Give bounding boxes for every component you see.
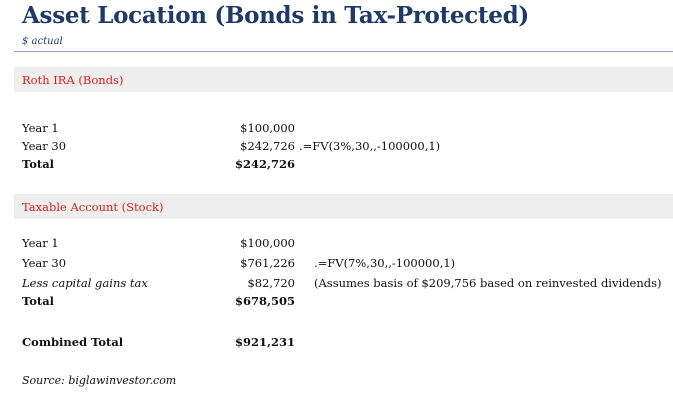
roth-row-year30 [0, 139, 673, 155]
formula-note: .=FV(7%,30,,-100000,1) [314, 256, 456, 270]
combined-total-row [0, 335, 673, 351]
row-value: $242,726 [234, 157, 295, 171]
assumption-note: (Assumes basis of $209,756 based on reinvested dividends) [314, 276, 662, 290]
combined-total-value: $921,231 [234, 335, 295, 349]
units-subtitle: $ actual [22, 36, 63, 47]
taxable-row-year1 [0, 236, 673, 252]
taxable-section-header [14, 194, 673, 219]
roth-row-total [0, 157, 673, 173]
row-value: $242,726 [240, 139, 295, 153]
row-value: $761,226 [240, 256, 295, 270]
row-label: Year 1 [22, 121, 59, 135]
row-value: $100,000 [240, 121, 295, 135]
row-label: Year 1 [22, 236, 59, 250]
row-label: Total [22, 294, 55, 308]
source-note: Source: biglawinvestor.com [22, 374, 177, 387]
roth-section-header [14, 67, 673, 92]
taxable-row-cap-gains [0, 276, 673, 292]
row-label: Less capital gains tax [22, 276, 148, 290]
taxable-row-total [0, 294, 673, 310]
combined-total-label: Combined Total [22, 335, 124, 349]
title-divider [14, 51, 673, 52]
formula-note: .=FV(3%,30,,-100000,1) [299, 139, 441, 153]
row-label: Year 30 [22, 139, 67, 153]
row-label: Year 30 [22, 256, 67, 270]
row-value: $678,505 [234, 294, 295, 308]
page-title: Asset Location (Bonds in Tax-Protected) [22, 2, 529, 29]
taxable-row-year30 [0, 256, 673, 272]
taxable-section-title: Taxable Account (Stock) [22, 200, 164, 214]
row-value: $100,000 [240, 236, 295, 250]
row-value: $82,720 [247, 276, 295, 290]
roth-section-title: Roth IRA (Bonds) [22, 73, 124, 87]
row-label: Total [22, 157, 55, 171]
roth-row-year1 [0, 121, 673, 137]
